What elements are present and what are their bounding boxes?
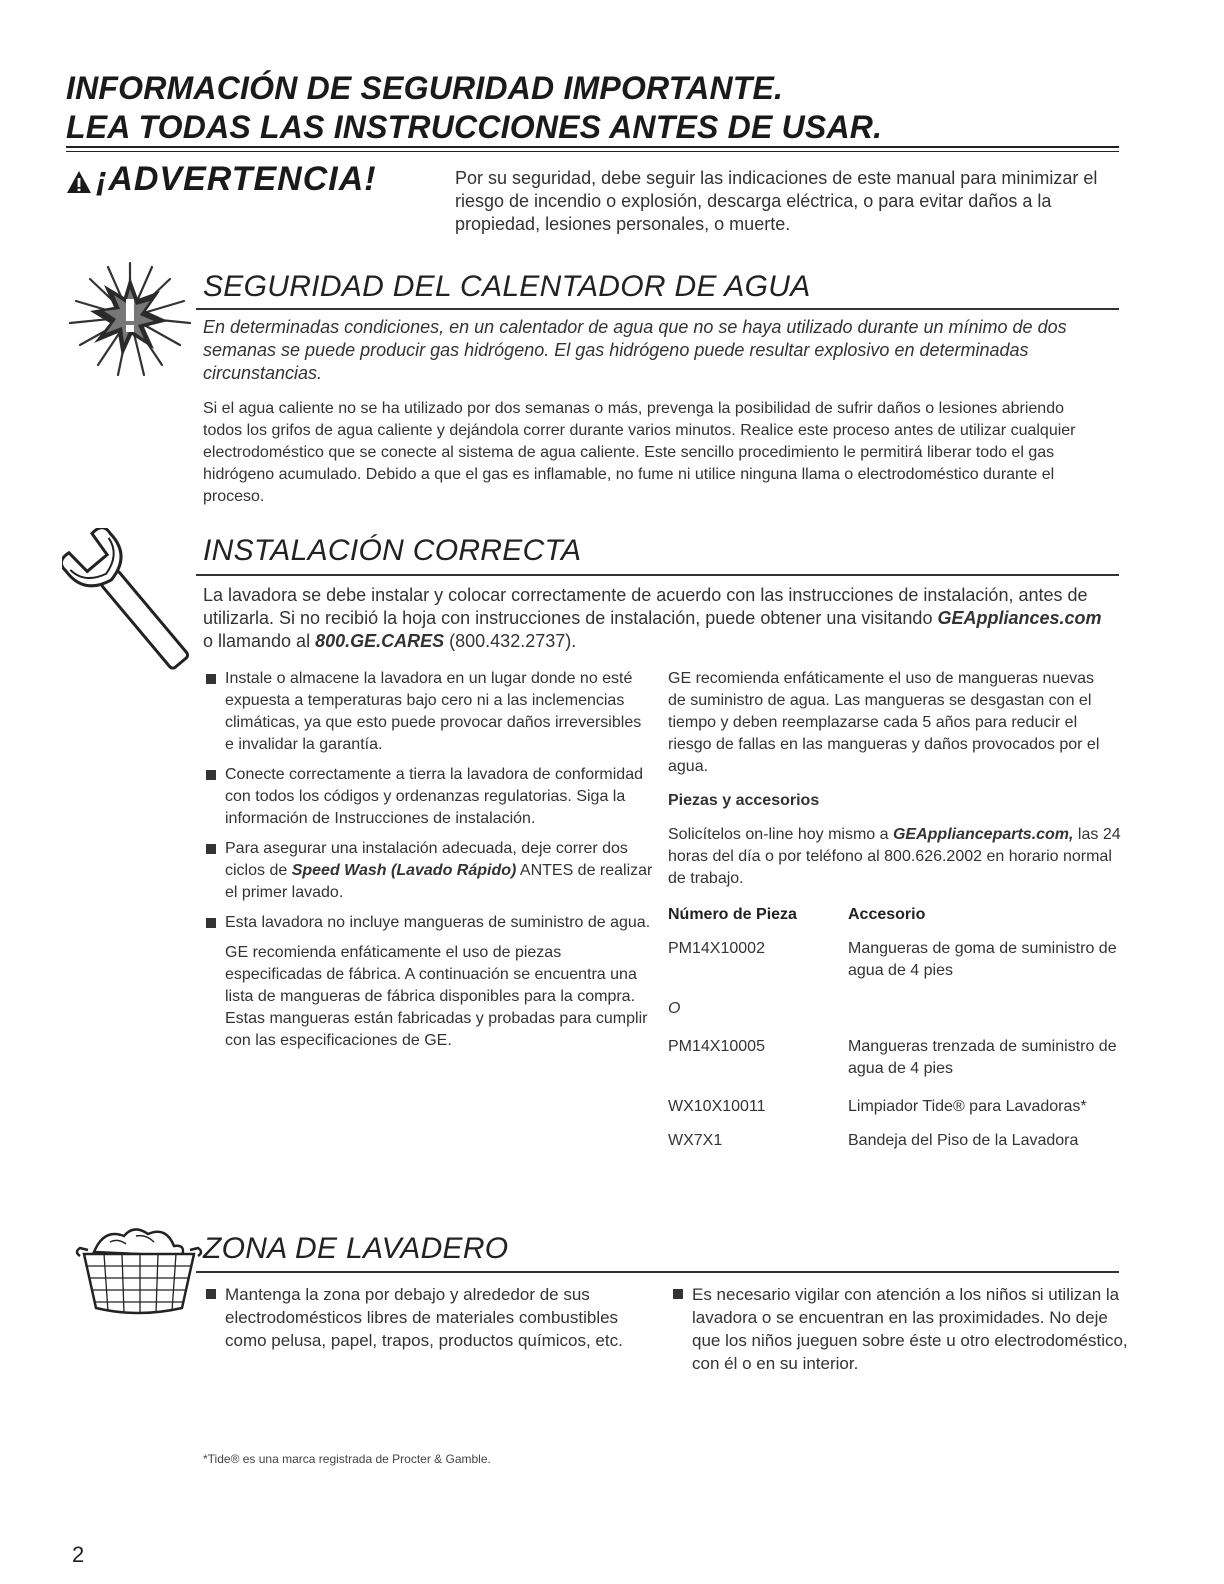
accessory-cell: Bandeja del Piso de la Lavadora xyxy=(848,1132,1079,1149)
list-item xyxy=(203,912,653,1052)
ge-applianceparts-link[interactable]: GEApplianceparts.com, xyxy=(892,826,1074,843)
part-number-cell: WX10X10011 xyxy=(668,1098,766,1115)
accessory-cell: Limpiador Tide® para Lavadoras* xyxy=(848,1098,1087,1115)
installation-intro xyxy=(203,584,1103,653)
bullet-square-icon xyxy=(206,674,216,684)
explosion-icon xyxy=(60,255,200,390)
list-item xyxy=(670,1283,1130,1375)
speed-wash-label: Speed Wash (Lavado Rápido) xyxy=(291,862,517,879)
installation-heading: INSTALACIÓN CORRECTA xyxy=(203,534,582,567)
parts-heading: Piezas y accesorios xyxy=(668,792,820,809)
bullet-square-icon xyxy=(206,844,216,854)
part-number-cell: PM14X10005 xyxy=(668,1038,765,1055)
laundry-zone-rule xyxy=(196,1271,1119,1273)
list-item xyxy=(203,838,653,904)
part-number-cell: PM14X10002 xyxy=(668,940,765,957)
installation-intro-text-3: (800.432.2737). xyxy=(444,631,577,651)
page-number: 2 xyxy=(72,1542,85,1567)
table-row xyxy=(668,998,1138,1036)
installation-intro-text-2: o llamando al xyxy=(203,631,316,651)
parts-text-1: Solicítelos on-line hoy mismo a xyxy=(668,826,893,843)
wrench-icon xyxy=(62,528,202,683)
installation-intro-text-1: La lavadora se debe instalar y colocar correctamente de acuerdo con las instrucciones de instalación, antes de utilizarla. Si no recibió la hoja con instrucciones de instalación, puede obtener una visitando xyxy=(203,585,1088,628)
trademark-footnote: *Tide® es una marca registrada de Procter & Gamble. xyxy=(203,1452,491,1466)
bullet-square-icon xyxy=(673,1289,683,1299)
hoses-recommendation: GE recomienda enfáticamente el uso de mangueras nuevas de suministro de agua. Las mangueras se desgastan con el tiempo y deben reemplazarse cada 5 años para reducir el riesgo de fallas en las mangueras y daños provocados por el agua. xyxy=(668,670,1100,775)
installation-left-column xyxy=(203,668,653,1052)
list-item xyxy=(203,1283,623,1352)
bullet-text: Conecte correctamente a tierra la lavadora de conformidad con todos los códigos y ordenanzas regulatorias. Siga la información de Instrucciones de instalación. xyxy=(225,766,643,827)
bullet-text: Mantenga la zona por debajo y alrededor de sus electrodomésticos libres de materiales combustibles como pelusa, papel, trapos, productos químicos, etc. xyxy=(225,1285,623,1350)
water-heater-rule xyxy=(196,308,1119,310)
page-title-line-1: INFORMACIÓN DE SEGURIDAD IMPORTANTE. xyxy=(66,70,784,106)
ge-cares-phone: 800.GE.CARES xyxy=(315,631,445,651)
accessory-cell: Mangueras de goma de suministro de agua de 4 pies xyxy=(848,940,1117,979)
ge-appliances-link[interactable]: GEAppliances.com xyxy=(937,608,1102,628)
installation-rule xyxy=(196,574,1119,576)
laundry-right-column xyxy=(670,1283,1130,1375)
header-rule-thick xyxy=(66,146,1119,148)
laundry-basket-icon xyxy=(74,1222,204,1327)
bullet-square-icon xyxy=(206,918,216,928)
parts-table xyxy=(668,904,1138,1152)
part-number-cell: WX7X1 xyxy=(668,1132,723,1149)
list-item xyxy=(203,668,653,756)
accessory-cell xyxy=(848,998,1138,1036)
table-row xyxy=(668,938,1138,998)
part-number-cell: O xyxy=(668,1000,681,1017)
bullet-square-icon xyxy=(206,1289,216,1299)
laundry-left-column xyxy=(203,1283,623,1352)
bullet-sub-paragraph: GE recomienda enfáticamente el uso de piezas especificadas de fábrica. A continuación se encuentra una lista de mangueras de fábrica disponibles para la compra. Estas mangueras están fabricadas y probadas para cumplir con las especificaciones de GE. xyxy=(225,944,648,1049)
warning-title: ¡ADVERTENCIA! xyxy=(96,160,377,198)
header-rule-thin xyxy=(66,151,1119,152)
table-row xyxy=(668,1130,1138,1152)
parts-table-header xyxy=(668,904,1138,938)
bullet-text-part: Para asegurar una instalación adecuada, deje correr dos ciclos de xyxy=(225,840,628,879)
water-heater-heading: SEGURIDAD DEL CALENTADOR DE AGUA xyxy=(203,270,811,303)
parts-text xyxy=(668,824,1128,890)
water-heater-body: Si el agua caliente no se ha utilizado por dos semanas o más, prevenga la posibilidad de sufrir daños o lesiones abriendo todos los grifos de agua caliente y dejándola correr durante varios minutos. Realice este proceso antes de utilizar cualquier electrodoméstico que se conecte al sistema de agua caliente. Este sencillo procedimiento le permitirá liberar todo el gas hidrógeno acumulado. Debido a que el gas es inflamable, no fume ni utilice ninguna llama o electrodoméstico durante el proceso. xyxy=(203,400,1076,505)
table-row xyxy=(668,1036,1138,1096)
bullet-text: Esta lavadora no incluye mangueras de suministro de agua. xyxy=(225,914,651,931)
table-row xyxy=(668,1096,1138,1130)
bullet-square-icon xyxy=(206,770,216,780)
bullet-text: Es necesario vigilar con atención a los niños si utilizan la lavadora o se encuentran en las proximidades. No deje que los niños jueguen sobre éste u otro electrodoméstico, con él o en su interior. xyxy=(692,1285,1128,1373)
column-header-part-number: Número de Pieza xyxy=(668,906,797,923)
accessory-cell: Mangueras trenzada de suministro de agua de 4 pies xyxy=(848,1038,1117,1077)
page-title-line-2: LEA TODAS LAS INSTRUCCIONES ANTES DE USAR. xyxy=(66,109,883,145)
bullet-text-part: ANTES de realizar el primer lavado. xyxy=(225,862,653,901)
warning-triangle-icon xyxy=(66,170,92,199)
bullet-text: Instale o almacene la lavadora en un lugar donde no esté expuesta a temperaturas bajo cero ni a las inclemencias climáticas, ya que esto puede provocar daños irreversibles e invalidar la garantía. xyxy=(225,670,642,753)
warning-text: Por su seguridad, debe seguir las indicaciones de este manual para minimizar el riesgo de incendio o explosión, descarga eléctrica, o para evitar daños a la propiedad, lesiones personales, o muerte. xyxy=(455,168,1098,234)
list-item xyxy=(203,764,653,830)
column-header-accessory: Accesorio xyxy=(848,906,926,923)
parts-text-2: las 24 horas del día o por teléfono al 800.626.2002 en horario normal de trabajo. xyxy=(668,826,1121,887)
laundry-zone-heading: ZONA DE LAVADERO xyxy=(203,1232,509,1265)
water-heater-warning-text: En determinadas condiciones, en un calentador de agua que no se haya utilizado durante un mínimo de dos semanas se puede producir gas hidrógeno. El gas hidrógeno puede resultar explosivo en determinadas circunstancias. xyxy=(203,317,1067,383)
